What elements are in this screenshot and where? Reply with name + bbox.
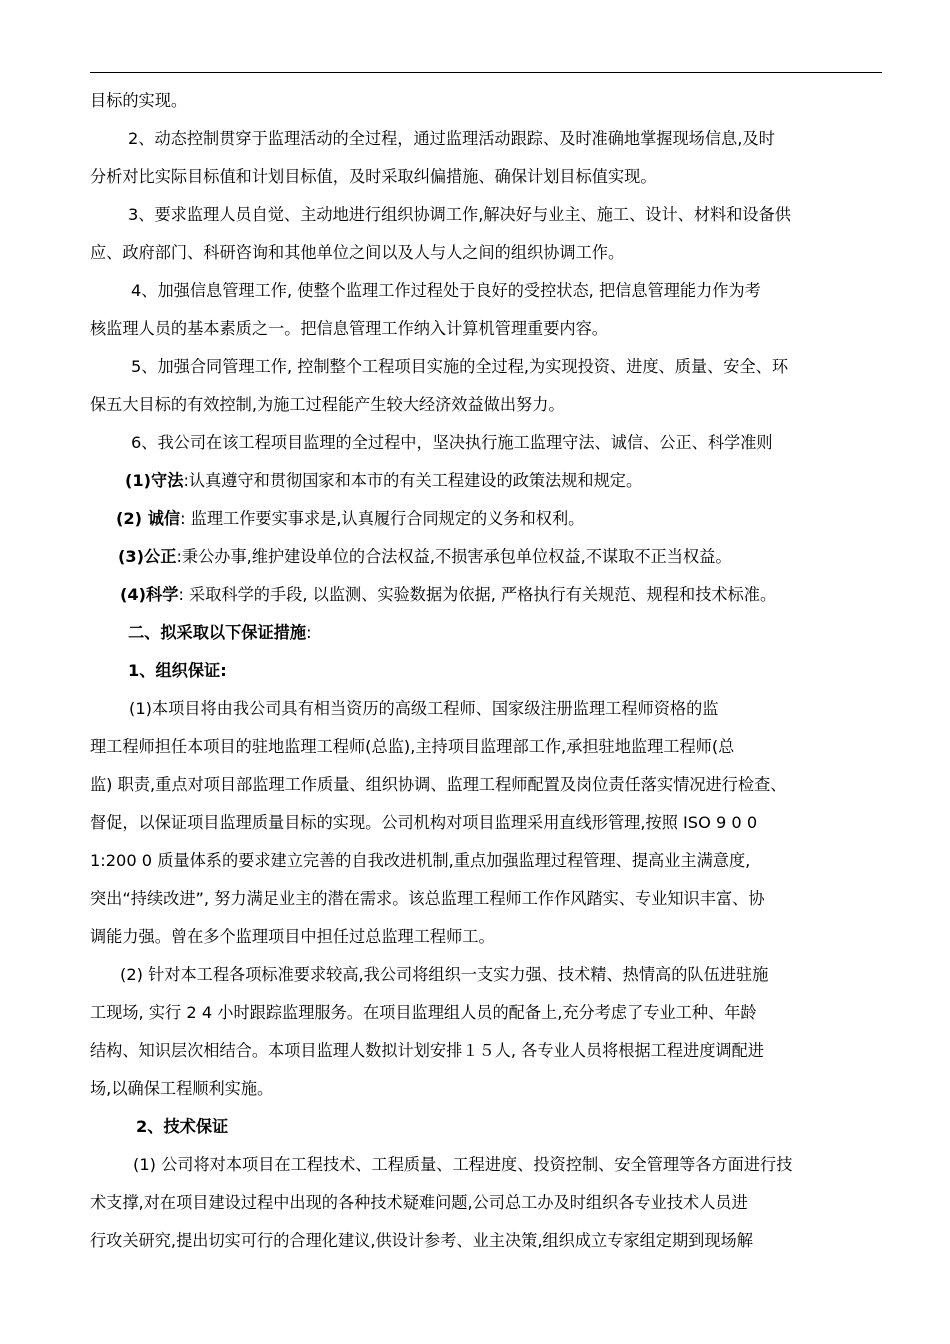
section-heading-colon: : <box>306 623 312 642</box>
text-line: 理工程师担任本项目的驻地监理工程师(总监),主持项目监理部工作,承担驻地监理工程师(总 <box>90 737 735 756</box>
text-line: 核监理人员的基本素质之一。把信息管理工作纳入计算机管理重要内容。 <box>90 319 608 338</box>
text-line: 行攻关研究,提出切实可行的合理化建议,供设计参考、业主决策,组织成立专家组定期到现场解 <box>90 1231 753 1250</box>
text-line: 督促，以保证项目监理质量目标的实现。公司机构对项目监理采用直线形管理,按照 ISO 9 0 0 <box>90 813 758 832</box>
principle-title: (3)公正 <box>118 547 177 566</box>
principle-line <box>90 462 882 500</box>
subsection-heading: 1、组织保证: <box>128 661 227 680</box>
principle-text: : 监理工作要实事求是,认真履行合同规定的义务和权利。 <box>180 509 585 528</box>
header-rule <box>90 72 882 73</box>
principle-line <box>90 538 882 576</box>
text-line: 调能力强。曾在多个监理项目中担任过总监理工程师工。 <box>90 927 495 946</box>
text-line: 5、加强合同管理工作, 控制整个工程项目实施的全过程,为实现投资、进度、质量、安全、环 <box>131 357 789 376</box>
text-line: 应、政府部门、科研咨询和其他单位之间以及人与人之间的组织协调工作。 <box>90 243 625 262</box>
principle-title: (4)科学 <box>120 585 179 604</box>
text-line: (2) 针对本工程各项标准要求较高,我公司将组织一支实力强、技术精、热情高的队伍进驻施 <box>120 965 769 984</box>
text-line: 4、加强信息管理工作, 使整个监理工作过程处于良好的受控状态, 把信息管理能力作为考 <box>131 281 761 300</box>
principle-title: (1)守法 <box>125 471 184 490</box>
principle-line <box>90 500 882 538</box>
text-line: 监) 职责,重点对项目部监理工作质量、组织协调、监理工程师配置及岗位责任落实情况进行检查、 <box>90 775 787 794</box>
text-line: 术支撑,对在项目建设过程中出现的各种技术疑难问题,公司总工办及时组织各专业技术人员进 <box>90 1193 748 1212</box>
text-line: (1)本项目将由我公司具有相当资历的高级工程师、国家级注册监理工程师资格的监 <box>129 699 719 718</box>
principle-title: (2) 诚信 <box>116 509 181 528</box>
text-line: 2、动态控制贯穿于监理活动的全过程，通过监理活动跟踪、及时准确地掌握现场信息,及时 <box>128 129 775 148</box>
section-heading-text: 二、拟采取以下保证措施 <box>128 623 307 642</box>
text-line: 保五大目标的有效控制,为施工过程能产生较大经济效益做出努力。 <box>90 395 565 414</box>
text-line: 3、要求监理人员自觉、主动地进行组织协调工作,解决好与业主、施工、设计、材料和设备供 <box>128 205 791 224</box>
text-line: 结构、知识层次相结合。本项目监理人数拟计划安排１５人, 各专业人员将根据工程进度调配进 <box>90 1041 764 1060</box>
text-line: 突出“持续改进”, 努力满足业主的潜在需求。该总监理工程师工作作风踏实、专业知识丰富、协 <box>90 889 765 908</box>
text-line: 场,以确保工程顺利实施。 <box>90 1079 274 1098</box>
text-line: 1:200 0 质量体系的要求建立完善的自我改进机制,重点加强监理过程管理、提高业主满意度, <box>90 851 751 870</box>
text-line: 工现场, 实行 2 4 小时跟踪监理服务。在项目监理组人员的配备上,充分考虑了专业工种、年龄 <box>90 1003 757 1022</box>
principle-text: : 采取科学的手段, 以监测、实验数据为依据, 严格执行有关规范、规程和技术标准。 <box>178 585 777 604</box>
document-body <box>90 82 882 1260</box>
section-heading <box>90 614 882 652</box>
text-line: 分析对比实际目标值和计划目标值，及时采取纠偏措施、确保计划目标值实现。 <box>90 167 657 186</box>
principle-line <box>90 576 882 614</box>
text-line: 目标的实现。 <box>90 91 188 110</box>
text-line: (1) 公司将对本项目在工程技术、工程质量、工程进度、投资控制、安全管理等各方面进行技 <box>133 1155 793 1174</box>
principle-text: :秉公办事,维护建设单位的合法权益,不损害承包单位权益,不谋取不正当权益。 <box>176 547 732 566</box>
subsection-heading: 2、技术保证 <box>136 1117 229 1136</box>
text-line: 6、我公司在该工程项目监理的全过程中，坚决执行施工监理守法、诚信、公正、科学准则 <box>131 433 773 452</box>
principle-text: :认真遵守和贯彻国家和本市的有关工程建设的政策法规和规定。 <box>183 471 643 490</box>
